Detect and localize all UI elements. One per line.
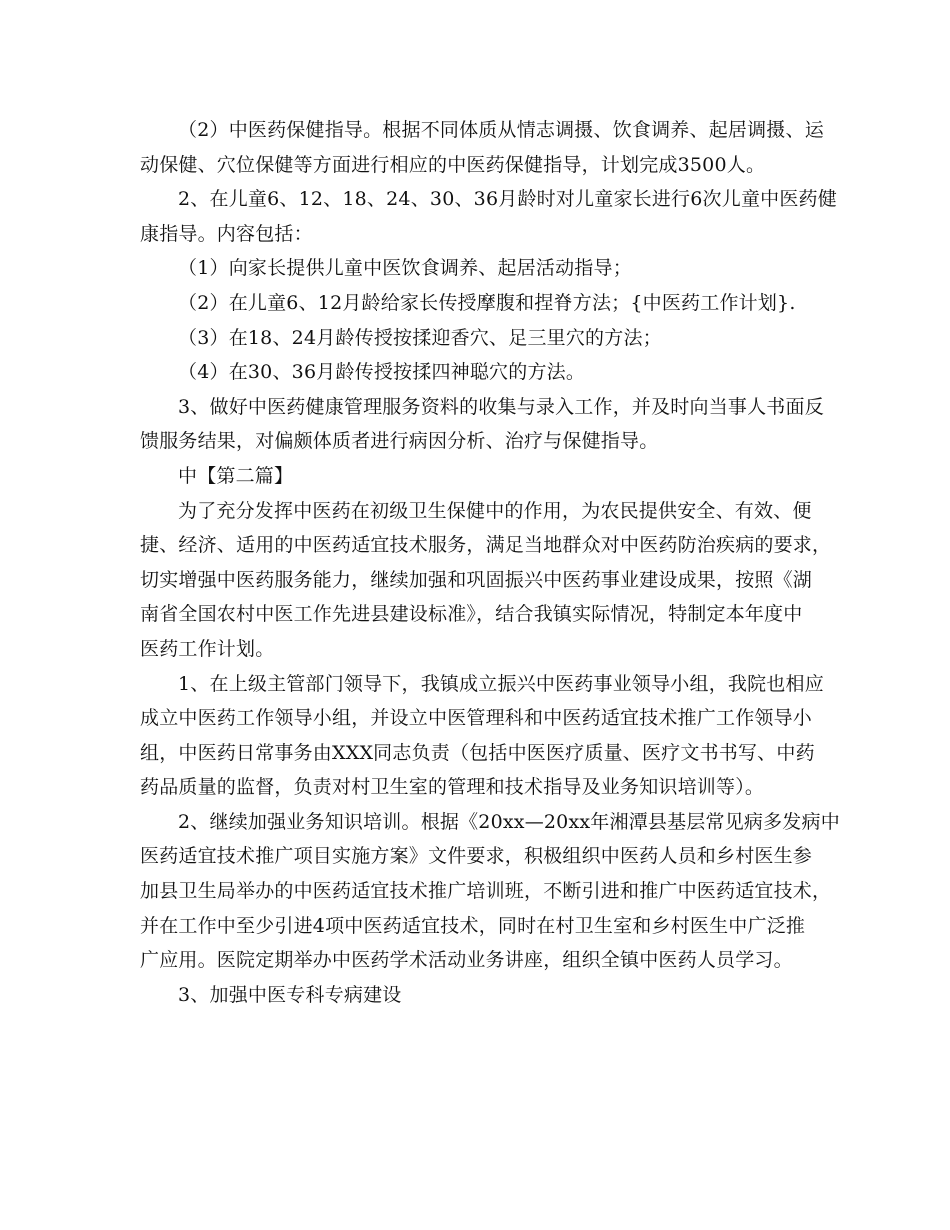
section-heading: 中【第二篇】: [178, 464, 294, 487]
text-line: 捷、经济、适用的中医药适宜技术服务，满足当地群众对中医药防治疾病的要求，: [140, 534, 832, 557]
text-line: 2、继续加强业务知识培训。根据《20xx—20xx年湘潭县基层常见病多发病中: [178, 810, 840, 833]
document-body: [140, 113, 840, 1012]
text-line: 并在工作中至少引进4项中医药适宜技术，同时在村卫生室和乡村医生中广泛推: [140, 914, 806, 937]
text-line: 3、加强中医专科专病建设: [178, 983, 402, 1006]
text-line: 成立中医药工作领导小组，并设立中医管理科和中医药适宜技术推广工作领导小: [140, 707, 813, 730]
text-line: 为了充分发挥中医药在初级卫生保健中的作用，为农民提供安全、有效、便: [178, 499, 812, 522]
text-line: 切实增强中医药服务能力，继续加强和巩固振兴中医药事业建设成果，按照《湖: [140, 568, 813, 591]
text-line: 康指导。内容包括：: [140, 222, 313, 245]
text-line: 广应用。医院定期举办中医药学术活动业务讲座，组织全镇中医药人员学习。: [140, 949, 793, 972]
text-line: 医药工作计划。: [140, 637, 275, 660]
text-line: （2）中医药保健指导。根据不同体质从情志调摄、饮食调养、起居调摄、运: [178, 119, 824, 141]
text-line: 南省全国农村中医工作先进县建设标准》，结合我镇实际情况，特制定本年度中: [140, 603, 803, 626]
text-line: 组，中医药日常事务由XXX同志负责（包括中医医疗质量、医疗文书书写、中药: [140, 741, 815, 764]
text-line: 动保健、穴位保健等方面进行相应的中医药保健指导，计划完成3500人。: [140, 153, 766, 176]
text-line: 2、在儿童6、12、18、24、30、36月龄时对儿童家长进行6次儿童中医药健: [178, 188, 837, 211]
text-line: 3、做好中医药健康管理服务资料的收集与录入工作，并及时向当事人书面反: [178, 395, 824, 418]
text-line: 药品质量的监督，负责对村卫生室的管理和技术指导及业务知识培训等）。: [140, 776, 765, 799]
text-line: （4）在30、36月龄传授按揉四神聪穴的方法。: [178, 361, 586, 384]
text-line: （2）在儿童6、12月龄给家长传授摩腹和捏脊方法；{中医药工作计划}.: [178, 291, 796, 314]
text-line: 1、在上级主管部门领导下，我镇成立振兴中医药事业领导小组，我院也相应: [178, 672, 824, 695]
text-line: 馈服务结果，对偏颇体质者进行病因分析、治疗与保健指导。: [140, 430, 659, 453]
text-line: 加县卫生局举办的中医药适宜技术推广培训班，不断引进和推广中医药适宜技术，: [140, 880, 832, 903]
text-line: （1）向家长提供儿童中医饮食调养、起居活动指导；: [178, 257, 632, 280]
text-line: 医药适宜技术推广项目实施方案》文件要求，积极组织中医药人员和乡村医生参: [140, 845, 813, 868]
text-line: （3）在18、24月龄传授按揉迎香穴、足三里穴的方法；: [178, 326, 662, 349]
